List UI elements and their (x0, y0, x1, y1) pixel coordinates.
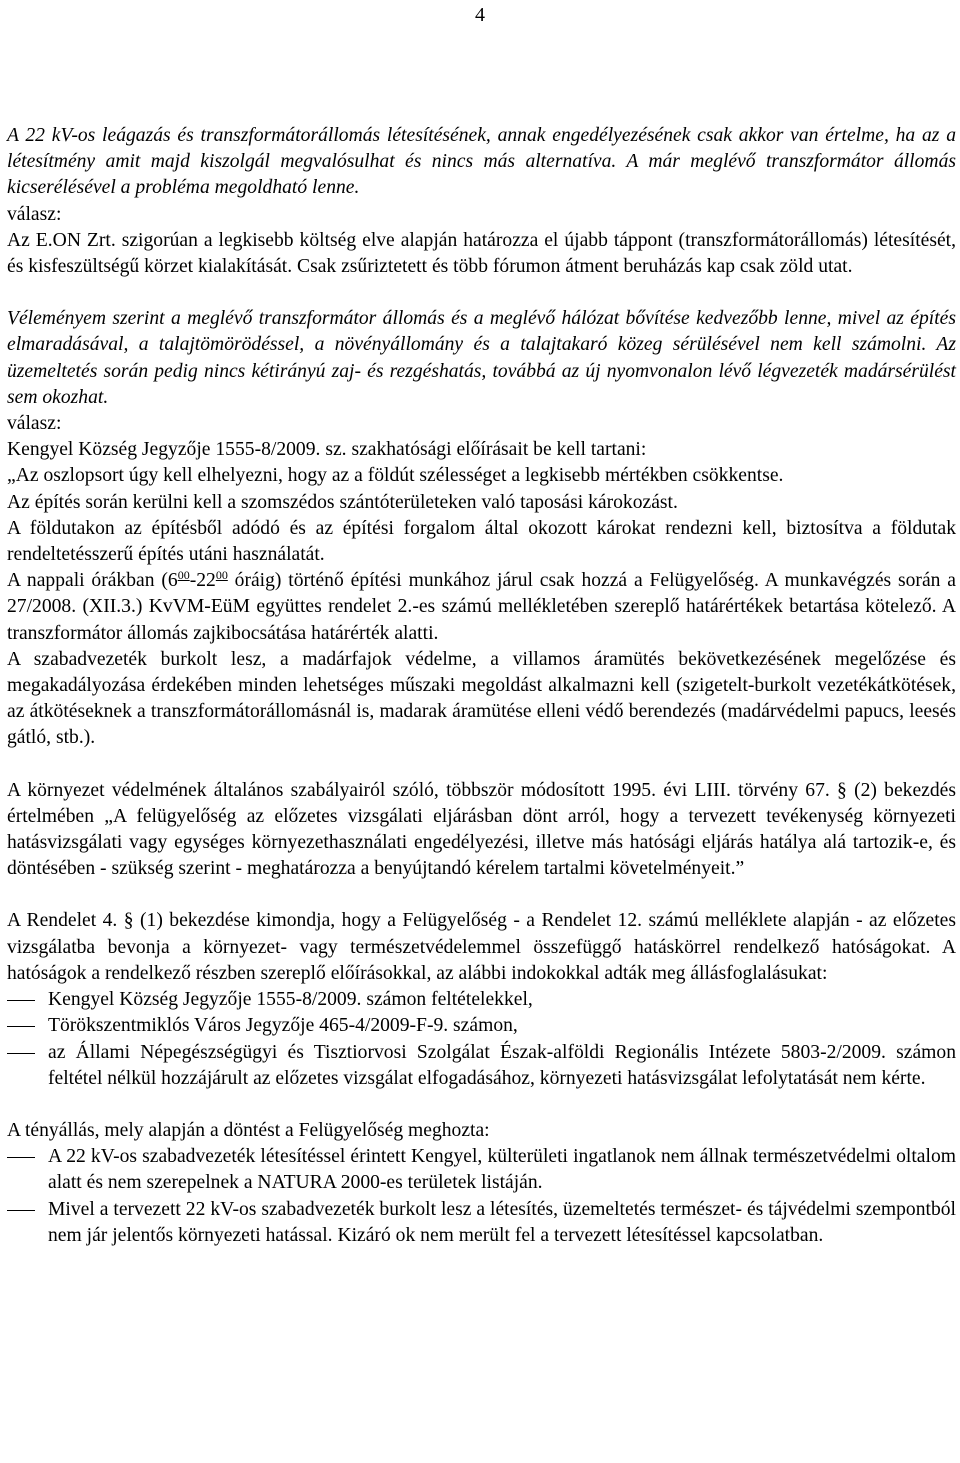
document-body (7, 123, 956, 1249)
noise-clause-mid: -22 (189, 570, 216, 592)
list-item: Mivel a tervezett 22 kV-os szabadvezeték burkolt lesz a létesítés, üzemeltetés természet- és tájvédelmi szempontból nem jár jelentős környezeti hatással. Kizáró ok nem merült fel a tervezett létesítéssel kapcsolatban. (7, 1197, 956, 1249)
list-item: Törökszentmiklós Város Jegyzője 465-4/2009-F-9. számon, (7, 1013, 956, 1039)
answer-2-road-clause: „Az oszlopsort úgy kell elhelyezni, hogy az a földút szélességet a legkisebb mértékben csökkentse. (7, 465, 784, 487)
noise-clause-start: A nappali órákban (6 (7, 570, 178, 592)
answer-label-1: válasz: (7, 203, 62, 225)
facts-intro: A tényállás, mely alapján a döntést a Felügyelőség meghozta: (7, 1119, 490, 1141)
answer-2-cable-clause: A szabadvezeték burkolt lesz, a madárfajok védelme, a villamos áramütés bekövetkezésének megelőzése és megakadályozása érdekében minden lehetséges műszaki megoldást alkalmazni kell (szigetelt-burkolt vezetékátkötések, az átkötéseknek a transzformátorállomásnál is, madarak áramütése elleni védő berendezés (madárvédelmi papucs, leesés gátló, stb.). (7, 648, 956, 749)
answer-2-damage-clause: A földutakon az építésből adódó és az építési forgalom által okozott károkat rendezni kell, biztosítva a földutak rendeltetésszerű építés utáni használatát. (7, 517, 956, 566)
regulation-intro: A Rendelet 4. § (1) bekezdése kimondja, hogy a Felügyelőség - a Rendelet 12. számú melléklete alapján - az előzetes vizsgálatba bevonja a környezet- vagy természetvédelemmel összefüggő hatáskörrel rendelkező hatóságokat. A hatóságok a rendelkező részben szereplő előírásokkal, az alábbi indokokkal adták meg állásfoglalásukat: (7, 910, 956, 984)
answer-2-noise-clause (7, 568, 956, 647)
time-superscript-end: 00 (215, 568, 228, 583)
answer-2-trampling-clause: Az építés során kerülni kell a szomszédos szántóterületeken való taposási károkozást. (7, 491, 678, 513)
answer-2-intro: Kengyel Község Jegyzője 1555-8/2009. sz. szakhatósági előírásait be kell tartani: (7, 439, 647, 461)
list-item: az Állami Népegészségügyi és Tisztiorvosi Szolgálat Észak-alföldi Regionális Intézete 5803-2/2009. számon feltétel nélkül hozzájárult az előzetes vizsgálat elfogadásához, környezeti hatásvizsgálat lefolytatását nem kérte. (7, 1040, 956, 1092)
time-superscript-start: 00 (177, 568, 190, 583)
objection-2: Véleményem szerint a meglévő transzformátor állomás és a meglévő hálózat bővítése kedvezőbb lenne, mivel az építés elmaradásával, a talajtömörödéssel, a növényállomány és a talajtakaró közeg sérülésével nem kell számolni. Az üzemeltetés során pedig nincs kétirányú zaj- és rezgéshatás, továbbá az új nyomvonalon lévő légvezeték madársérülést sem okozhat. (7, 308, 956, 408)
objection-1: A 22 kV-os leágazás és transzformátorállomás létesítésének, annak engedélyezésének csak akkor van értelme, ha az a létesítmény amit majd kiszolgál megvalósulhat és nincs más alternatíva. A már meglévő transzformátor állomás kicserélésével a probléma megoldható lenne. (7, 125, 956, 199)
list-item: A 22 kV-os szabadvezeték létesítéssel érintett Kengyel, külterületi ingatlanok nem állnak természetvédelmi oltalom alatt és nem szerepelnek a NATURA 2000-es területek listáján. (7, 1144, 956, 1196)
facts-list (7, 1144, 956, 1249)
authority-list (7, 987, 956, 1092)
answer-1: Az E.ON Zrt. szigorúan a legkisebb költség elve alapján határozza el újabb táppont (transzformátorállomás) létesítését, és kisfeszültségű körzet kialakítását. Csak zsűriztetett és több fórumon átment beruházás kap csak zöld utat. (7, 229, 956, 278)
page-number: 4 (475, 4, 485, 26)
law-paragraph: A környezet védelmének általános szabályairól szóló, többször módosított 1995. évi LIII. törvény 67. § (2) bekezdés értelmében „A felügyelőség az előzetes vizsgálati eljárásban dönt arról, hogy a tervezett tevékenység környezeti hatásvizsgálati vagy egységes környezethasználati engedélyezési, illetve más hatósági eljárás hatálya alá tartozik-e, és döntésében - szükség szerint - meghatározza a benyújtandó kérelem tartalmi követelményeit.” (7, 779, 956, 880)
answer-label-2: válasz: (7, 413, 62, 435)
list-item: Kengyel Község Jegyzője 1555-8/2009. számon feltételekkel, (7, 987, 956, 1013)
noise-clause-end: óráig) történő építési munkához járul csak hozzá a Felügyelőség. A munkavégzés során a 27/2008. (XII.3.) KvVM-EüM együttes rendelet 2.-es számú mellékletében szereplő határértékek betartása kötelező. A transzformátor állomás zajkibocsátása határérték alatti. (7, 570, 956, 644)
